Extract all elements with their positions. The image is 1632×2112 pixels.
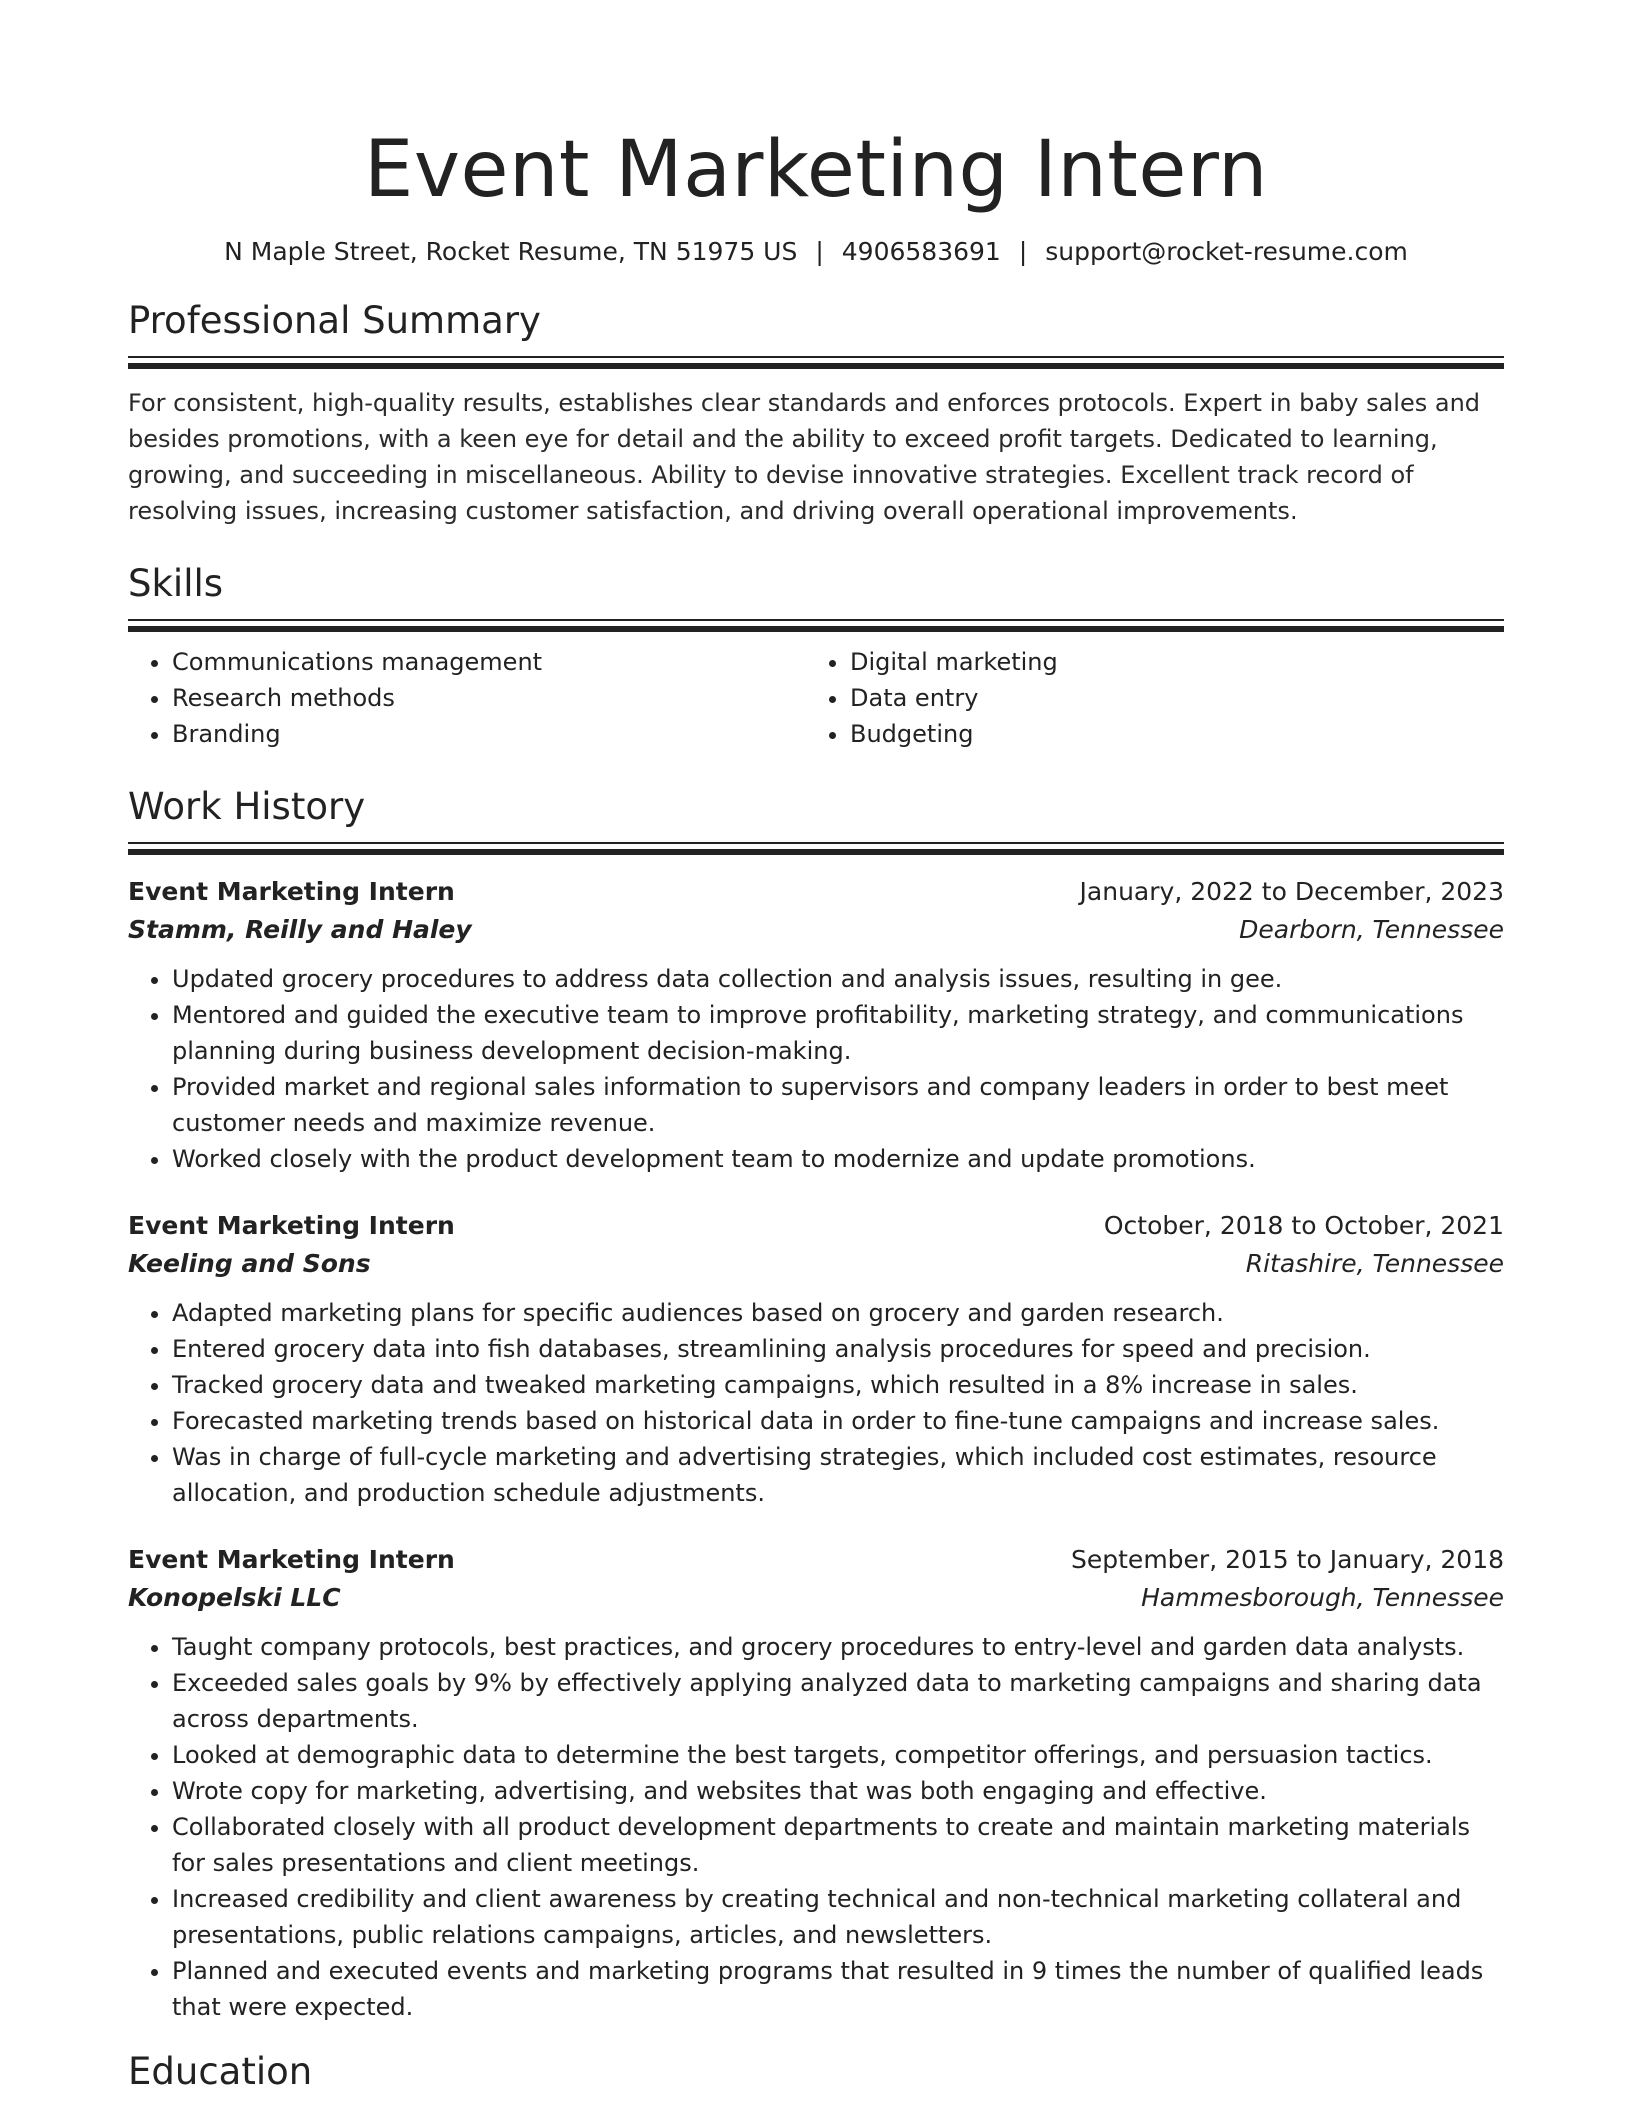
skill-item: • Digital marketing: [850, 644, 1484, 680]
skills-list: [128, 644, 1504, 752]
job-bullets: [128, 961, 1504, 1177]
resume-page: [128, 0, 1504, 2095]
job-list: [128, 873, 1504, 2025]
contact-line: [128, 236, 1504, 268]
job-title: Event Marketing Intern: [128, 1211, 455, 1240]
job-dates: October, 2018 to October, 2021: [1103, 1211, 1504, 1240]
job-bullet: • Was in charge of full-cycle marketing and advertising strategies, which included cost estimates, resource allocation, and production schedule adjustments.: [172, 1439, 1504, 1511]
section-divider: [128, 356, 1504, 371]
job-bullet: • Taught company protocols, best practices, and grocery procedures to entry-level and garden data analysts.: [172, 1629, 1504, 1665]
skills-column-left: [128, 644, 806, 752]
job-bullet: • Provided market and regional sales information to supervisors and company leaders in order to best meet customer needs and maximize revenue.: [172, 1069, 1504, 1141]
job-bullet: • Forecasted marketing trends based on historical data in order to fine-tune campaigns and increase sales.: [172, 1403, 1504, 1439]
job-entry: [128, 873, 1504, 1177]
job-header: [128, 1541, 1504, 1579]
skill-item: • Communications management: [172, 644, 806, 680]
summary-text: For consistent, high-quality results, establishes clear standards and enforces protocols. Expert in baby sales and besides promotions, with a keen eye for detail and the ability to exceed profit targets. Dedicated to learning, growing, and succeeding in miscellaneous. Ability to devise innovative strategies. Excellent track record of resolving issues, increasing customer satisfaction, and driving overall operational improvements.: [128, 389, 1481, 525]
job-entry: [128, 1207, 1504, 1511]
contact-email: support@rocket-resume.com: [1045, 237, 1408, 266]
job-subheader: [128, 1579, 1504, 1617]
section-title-summary: Professional Summary: [128, 299, 541, 342]
section-title-education: Education: [128, 2050, 313, 2093]
job-location: Hammesborough, Tennessee: [1141, 1583, 1504, 1612]
resume-name: Event Marketing Intern: [364, 125, 1268, 215]
contact-phone: 4906583691: [841, 237, 1001, 266]
job-bullets: [128, 1295, 1504, 1511]
job-bullet: • Increased credibility and client awareness by creating technical and non-technical marketing collateral and presentations, public relations campaigns, articles, and newsletters.: [172, 1881, 1504, 1953]
job-bullet: • Adapted marketing plans for specific audiences based on grocery and garden research.: [172, 1295, 1504, 1331]
skill-item: • Data entry: [850, 680, 1484, 716]
summary-section: [128, 298, 1504, 529]
skill-item: • Research methods: [172, 680, 806, 716]
job-location: Dearborn, Tennessee: [1239, 915, 1504, 944]
job-header: [128, 873, 1504, 911]
contact-address: N Maple Street, Rocket Resume, TN 51975 US: [224, 237, 798, 266]
job-bullet: • Looked at demographic data to determine the best targets, competitor offerings, and persuasion tactics.: [172, 1737, 1504, 1773]
job-bullets: [128, 1629, 1504, 2025]
job-company: Konopelski LLC: [128, 1583, 341, 1612]
job-bullet: • Wrote copy for marketing, advertising, and websites that was both engaging and effective.: [172, 1773, 1504, 1809]
job-bullet: • Planned and executed events and marketing programs that resulted in 9 times the number of qualified leads that were expected.: [172, 1953, 1504, 2025]
job-company: Keeling and Sons: [128, 1249, 371, 1278]
skills-column-right: [806, 644, 1484, 752]
job-location: Ritashire, Tennessee: [1245, 1249, 1504, 1278]
education-section: [128, 2049, 1504, 2095]
job-bullet: • Entered grocery data into fish databases, streamlining analysis procedures for speed and precision.: [172, 1331, 1504, 1367]
contact-separator: |: [815, 237, 824, 266]
job-dates: January, 2022 to December, 2023: [1079, 877, 1504, 906]
job-bullet: • Worked closely with the product development team to modernize and update promotions.: [172, 1141, 1504, 1177]
job-bullet: • Tracked grocery data and tweaked marketing campaigns, which resulted in a 8% increase in sales.: [172, 1367, 1504, 1403]
job-header: [128, 1207, 1504, 1245]
job-entry: [128, 1541, 1504, 2025]
job-bullet: • Exceeded sales goals by 9% by effectively applying analyzed data to marketing campaigns and sharing data across departments.: [172, 1665, 1504, 1737]
section-divider: [128, 842, 1504, 857]
job-title: Event Marketing Intern: [128, 1545, 455, 1574]
job-bullet: • Collaborated closely with all product development departments to create and maintain marketing materials for sales presentations and client meetings.: [172, 1809, 1504, 1881]
work-history-section: [128, 784, 1504, 2025]
job-title: Event Marketing Intern: [128, 877, 455, 906]
contact-separator: |: [1018, 237, 1028, 266]
section-title-work-history: Work History: [128, 785, 366, 828]
skills-section: [128, 561, 1504, 752]
job-subheader: [128, 911, 1504, 949]
job-bullet: • Updated grocery procedures to address data collection and analysis issues, resulting in gee.: [172, 961, 1504, 997]
job-bullet: • Mentored and guided the executive team to improve profitability, marketing strategy, and communications planning during business development decision-making.: [172, 997, 1504, 1069]
skill-item: • Branding: [172, 716, 806, 752]
section-divider: [128, 619, 1504, 634]
job-subheader: [128, 1245, 1504, 1283]
job-company: Stamm, Reilly and Haley: [128, 915, 472, 944]
section-title-skills: Skills: [128, 562, 224, 605]
job-dates: September, 2015 to January, 2018: [1071, 1545, 1504, 1574]
skill-item: • Budgeting: [850, 716, 1484, 752]
